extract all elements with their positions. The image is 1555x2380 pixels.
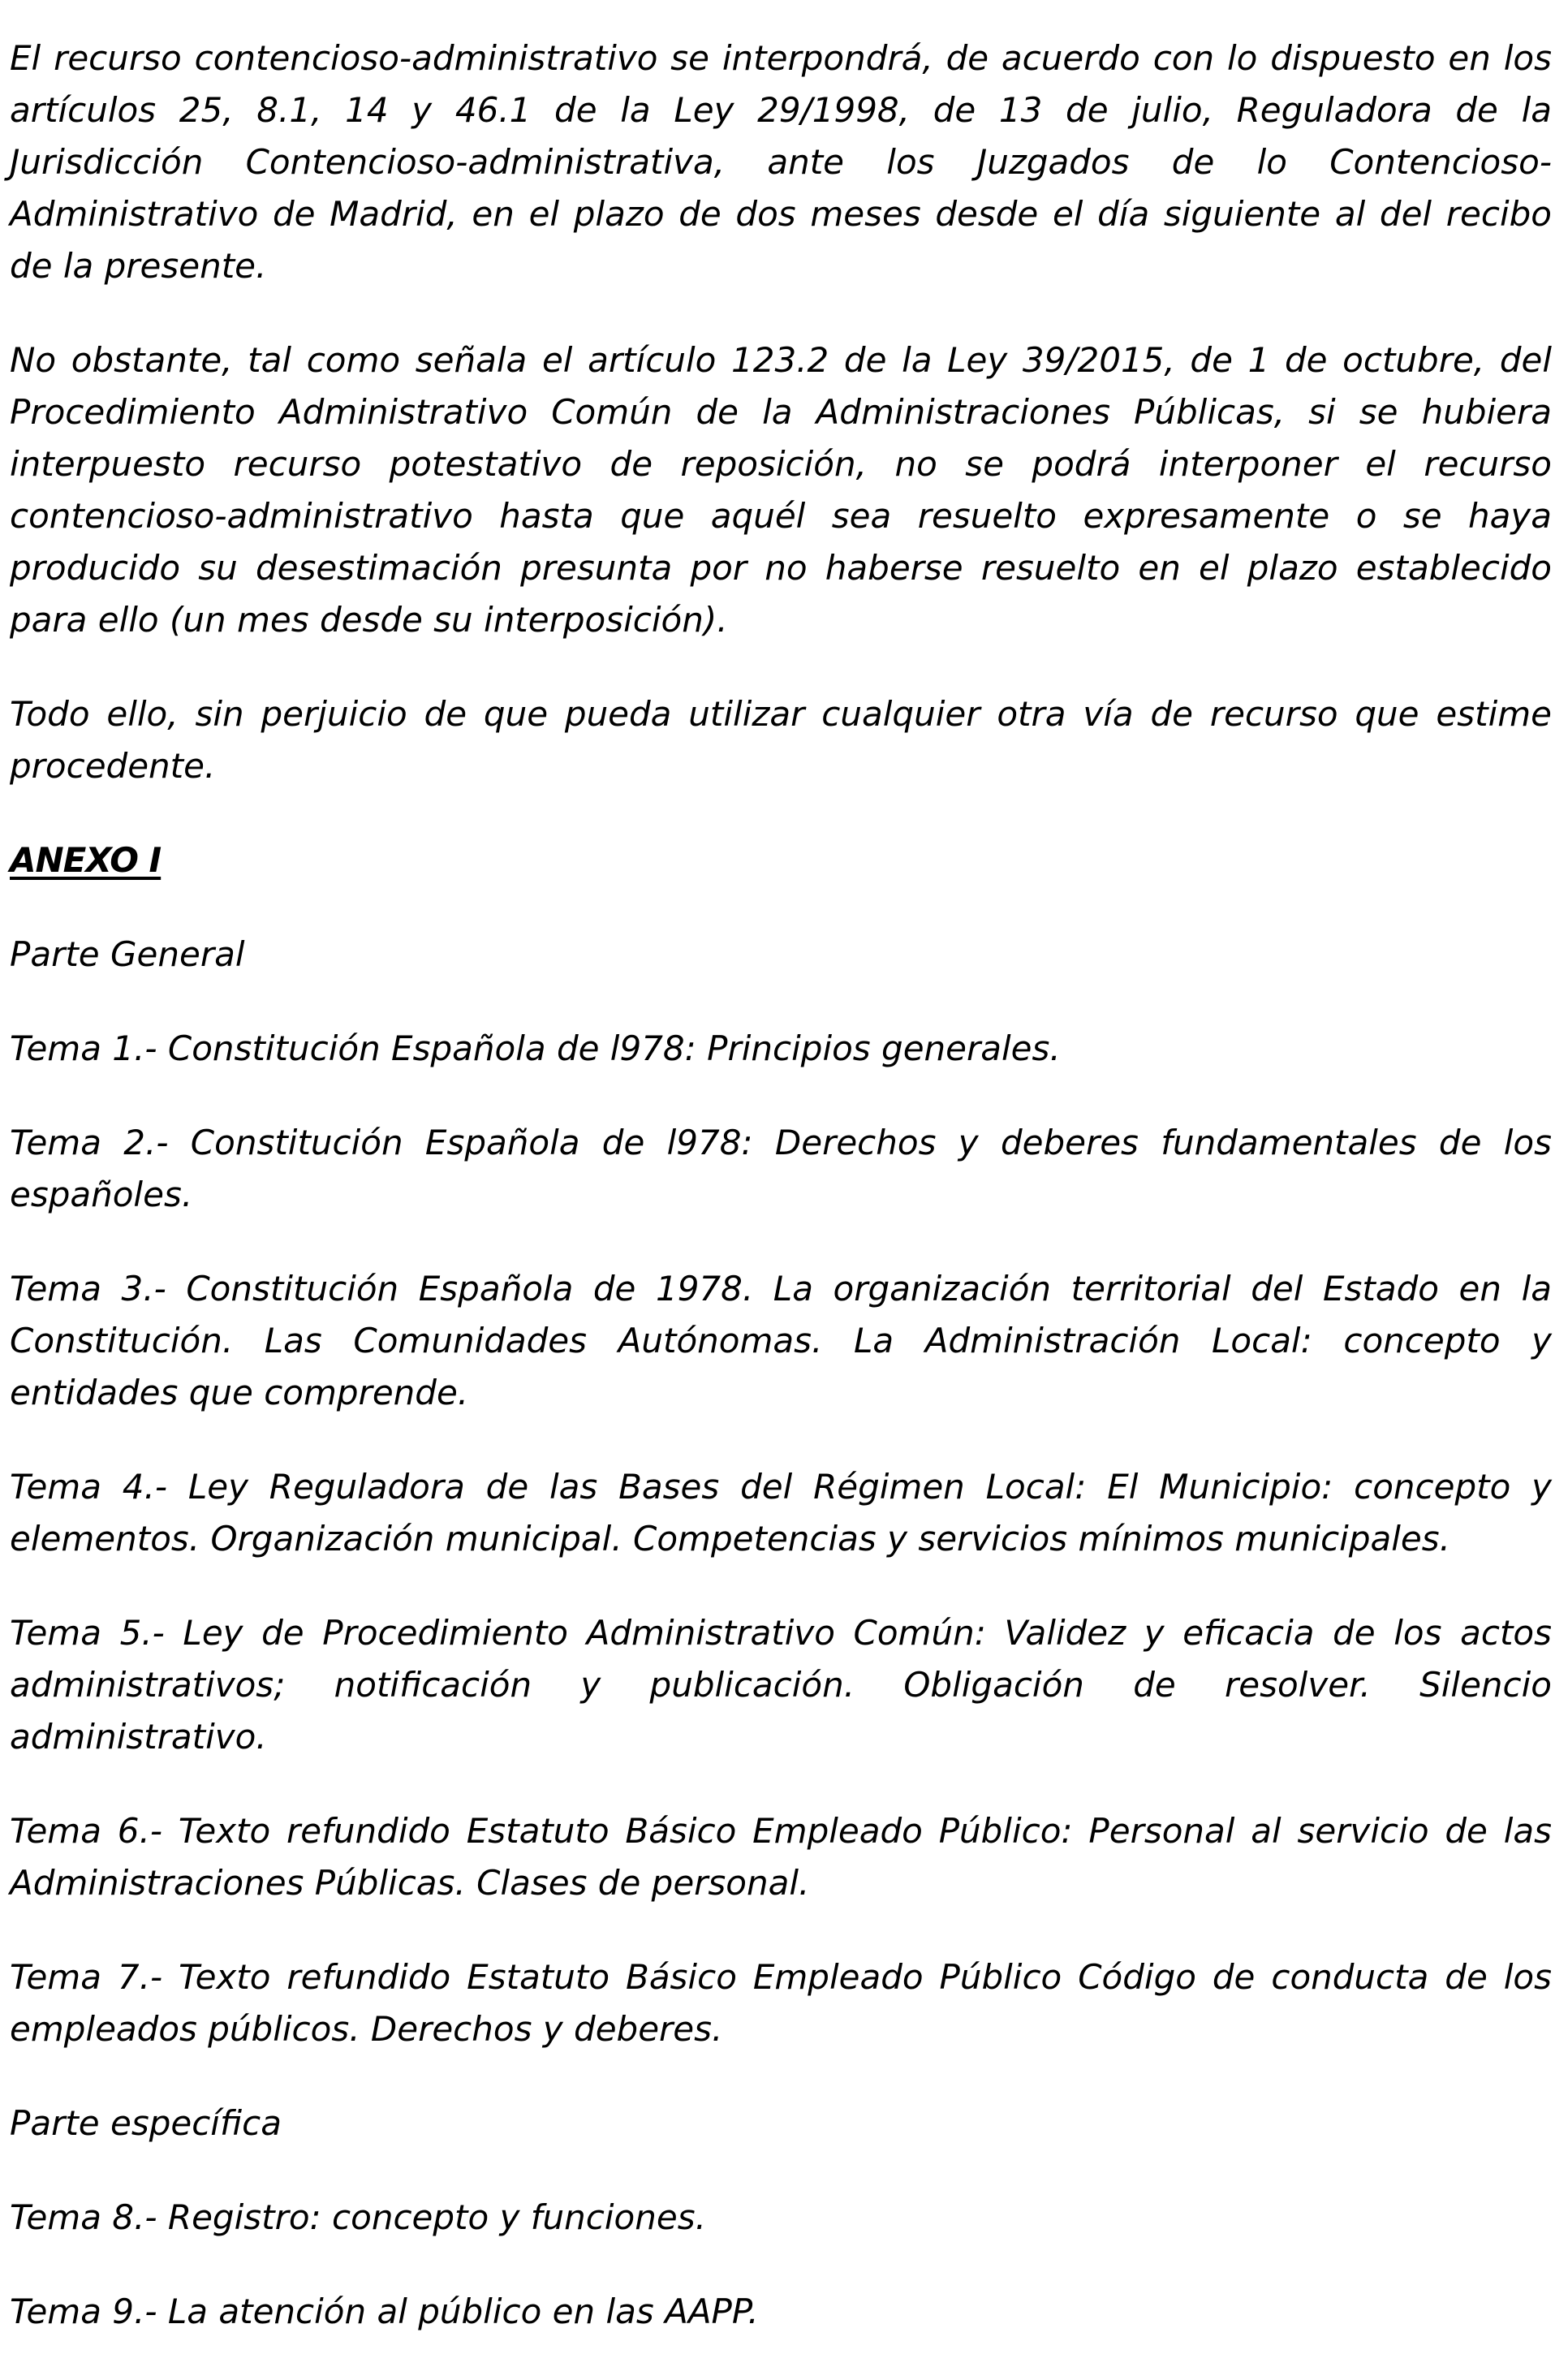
document-page — [10, 32, 1552, 2380]
specific-part-label: Parte específica — [10, 2103, 282, 2143]
tema-item: Tema 5.- Ley de Procedimiento Administrativo Común: Validez y eficacia de los actos administrativos; notificación y publicación. Obligación de resolver. Silencio administrativo. — [10, 1613, 1552, 1757]
tema-item: Tema 9.- La atención al público en las AAPP. — [10, 2292, 759, 2331]
tema-item: Tema 2.- Constitución Española de l978: Derechos y deberes fundamentales de los españoles. — [10, 1123, 1552, 1214]
tema-item: Tema 3.- Constitución Española de 1978. La organización territorial del Estado en la Constitución. Las Comunidades Autónomas. La Administración Local: concepto y entidades que comprende. — [10, 1269, 1552, 1412]
general-part-label: Parte General — [10, 934, 245, 974]
other-remedies-paragraph: Todo ello, sin perjuicio de que pueda utilizar cualquier otra vía de recurso que estime procedente. — [10, 694, 1552, 786]
appeal-paragraph: El recurso contencioso-administrativo se interpondrá, de acuerdo con lo dispuesto en los artículos 25, 8.1, 14 y 46.1 de la Ley 29/1998, de 13 de julio, Reguladora de la Jurisdicción Contencioso-administrativa, ante los Juzgados de lo Contencioso- Administrativo de Madrid, en el plazo de dos meses desde el día siguiente al del recibo de la presente. — [10, 38, 1552, 286]
tema-item: Tema 4.- Ley Reguladora de las Bases del Régimen Local: El Municipio: concepto y elementos. Organización municipal. Competencias y servicios mínimos municipales. — [10, 1467, 1552, 1559]
tema-item: Tema 7.- Texto refundido Estatuto Básico Empleado Público Código de conducta de los empleados públicos. Derechos y deberes. — [10, 1957, 1552, 2049]
tema-item: Tema 1.- Constitución Española de l978: Principios generales. — [10, 1028, 1061, 1068]
reposition-paragraph: No obstante, tal como señala el artículo 123.2 de la Ley 39/2015, de 1 de octubre, del Procedimiento Administrativo Común de la Administraciones Públicas, si se hubiera interpuesto recurso potestativo de reposición, no se podrá interponer el recurso contencioso-administrativo hasta que aquél sea resuelto expresamente o se haya producido su desestimación presunta por no haberse resuelto en el plazo establecido para ello (un mes desde su interposición). — [10, 340, 1552, 640]
tema-item: Tema 8.- Registro: concepto y funciones. — [10, 2197, 706, 2237]
tema-item: Tema 6.- Texto refundido Estatuto Básico Empleado Público: Personal al servicio de las Administraciones Públicas. Clases de personal. — [10, 1811, 1552, 1903]
annex-heading: ANEXO I — [10, 840, 162, 880]
